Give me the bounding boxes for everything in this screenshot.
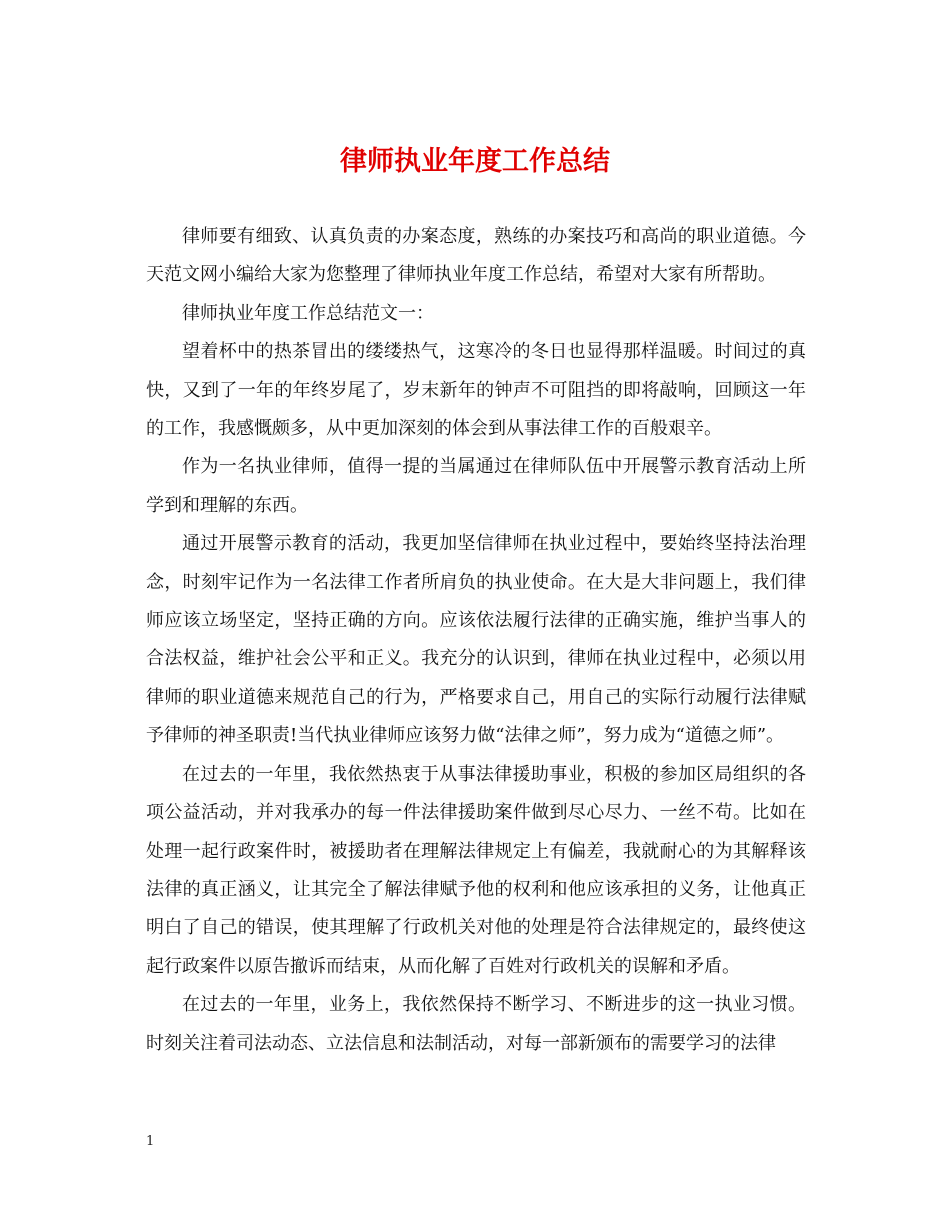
paragraph-warning-education: 通过开展警示教育的活动，我更加坚信律师在执业过程中，要始终坚持法治理念，时刻牢记作为一名法律工作者所肩负的执业使命。在大是大非问题上，我们律师应该立场坚定，坚持正确的方向。应该依法履行法律的正确实施，维护当事人的合法权益，维护社会公平和正义。我充分的认识到，律师在执业过程中，必须以用律师的职业道德来规范自己的行为，严格要求自己，用自己的实际行动履行法律赋予律师的神圣职责!当代执业律师应该努力做“法律之师”，努力成为“道德之师”。	[146, 533, 806, 747]
paragraph-intro: 律师要有细致、认真负责的办案态度，熟练的办案技巧和高尚的职业道德。今天范文网小编给大家为您整理了律师执业年度工作总结，希望对大家有所帮助。	[146, 226, 806, 286]
paragraph-section-heading: 律师执业年度工作总结范文一：	[182, 302, 434, 324]
paragraph-learning: 在过去的一年里，业务上，我依然保持不断学习、不断进步的这一执业习惯。时刻关注着司法动态、立法信息和法制活动，对每一部新颁布的需要学习的法律	[146, 994, 806, 1054]
document-title: 律师执业年度工作总结	[340, 146, 610, 177]
page-number: 1	[146, 1134, 155, 1149]
paragraph-legal-aid: 在过去的一年里，我依然热衷于从事法律援助事业，积极的参加区局组织的各项公益活动，并对我承办的每一件法律援助案件做到尽心尽力、一丝不苟。比如在处理一起行政案件时，被援助者在理解法律规定上有偏差，我就耐心的为其解释该法律的真正涵义，让其完全了解法律赋予他的权利和他应该承担的义务，让他真正明白了自己的错误，使其理解了行政机关对他的处理是符合法律规定的，最终使这起行政案件以原告撤诉而结束，从而化解了百姓对行政机关的误解和矛盾。	[146, 763, 806, 977]
document-body	[146, 218, 806, 1063]
paragraph-education: 作为一名执业律师，值得一提的当属通过在律师队伍中开展警示教育活动上所学到和理解的东西。	[146, 456, 806, 516]
paragraph-reflection: 望着杯中的热茶冒出的缕缕热气，这寒冷的冬日也显得那样温暖。时间过的真快，又到了一年的年终岁尾了，岁末新年的钟声不可阻挡的即将敲响，回顾这一年的工作，我感慨颇多，从中更加深刻的体会到从事法律工作的百般艰辛。	[146, 341, 806, 440]
